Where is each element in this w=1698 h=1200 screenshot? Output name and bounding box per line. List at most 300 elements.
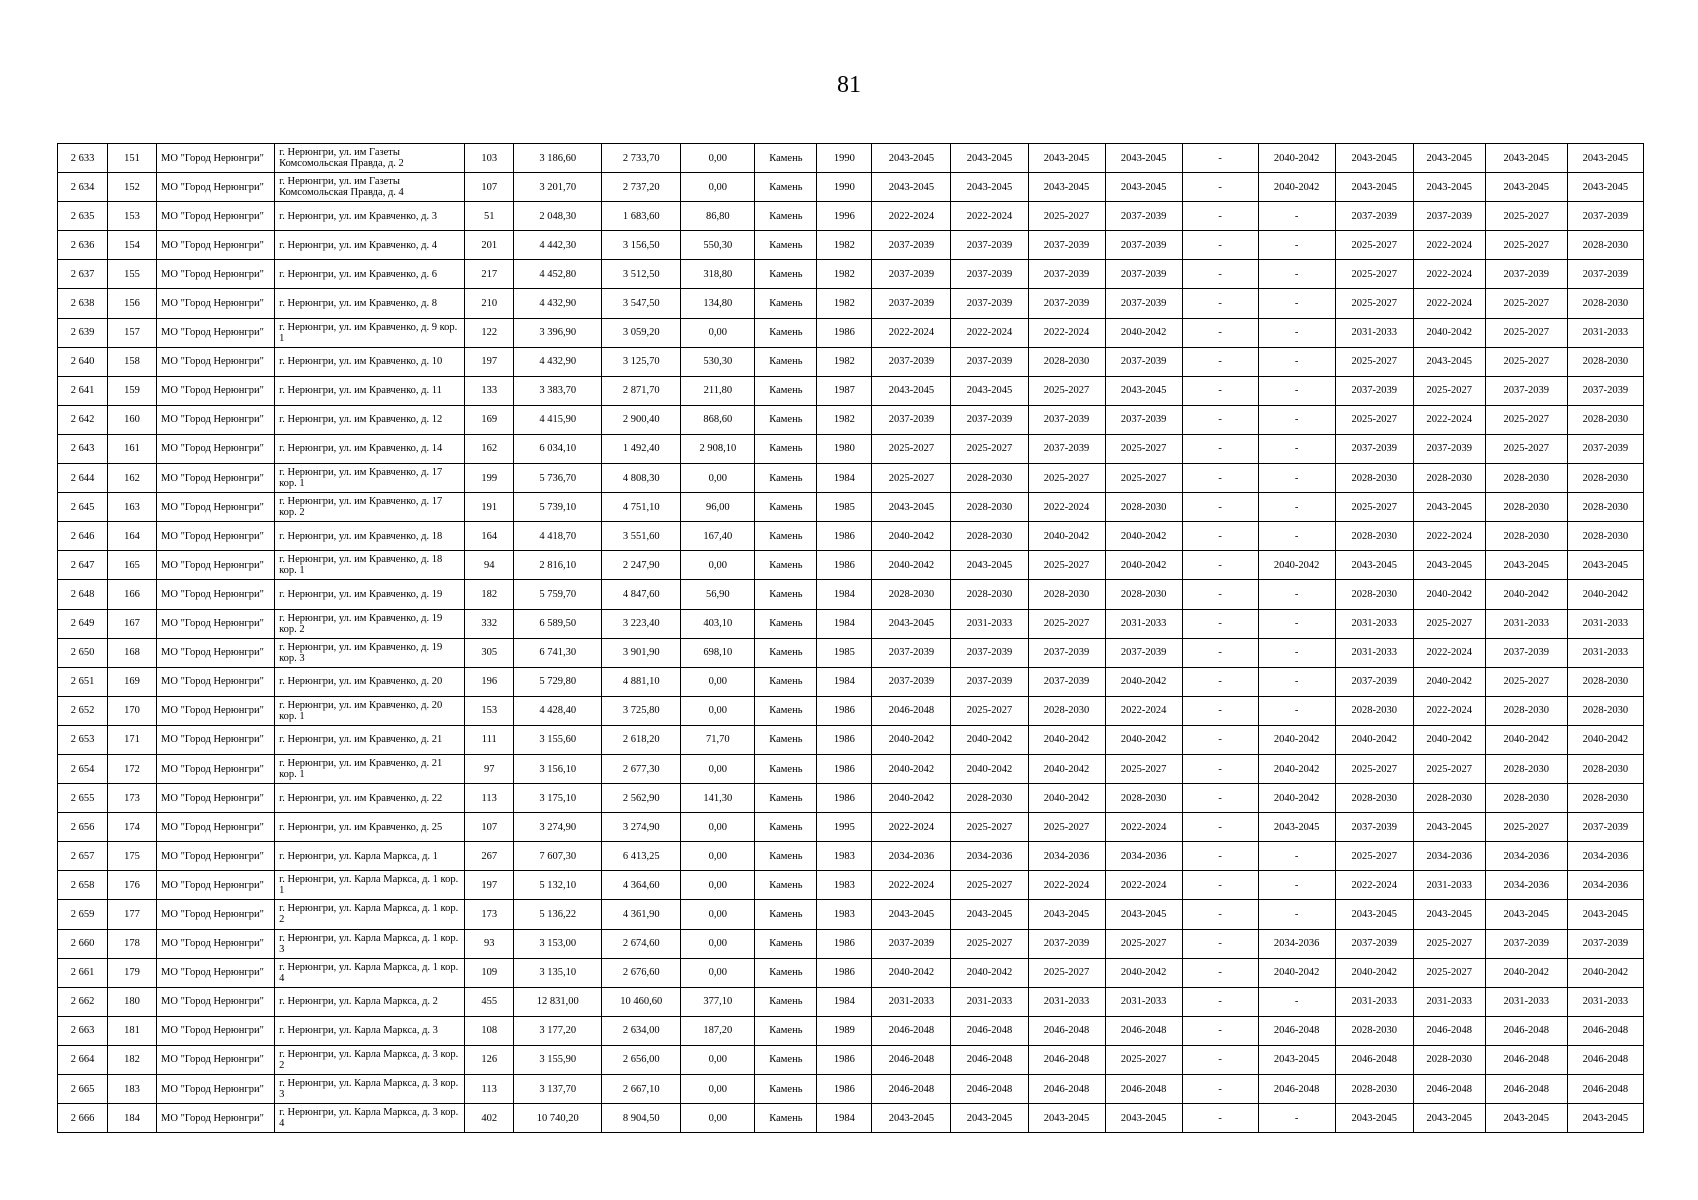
table-cell: 3 396,90: [514, 318, 602, 347]
table-cell: 2046-2048: [1485, 1045, 1567, 1074]
table-cell: 2 048,30: [514, 202, 602, 231]
table-cell: 1986: [817, 784, 872, 813]
table-cell: 1989: [817, 1016, 872, 1045]
table-cell: 267: [465, 842, 514, 871]
table-cell: 103: [465, 144, 514, 173]
table-cell: -: [1182, 493, 1258, 522]
table-cell: 2043-2045: [1335, 173, 1413, 202]
table-cell: 2043-2045: [951, 551, 1028, 580]
table-cell: Камень: [755, 376, 817, 405]
table-cell: -: [1258, 900, 1335, 929]
table-cell: г. Нерюнгри, ул. им Кравченко, д. 21 кор. 1: [275, 754, 465, 783]
table-cell: -: [1182, 376, 1258, 405]
table-cell: 2025-2027: [1485, 289, 1567, 318]
table-cell: -: [1182, 551, 1258, 580]
table-cell: 2025-2027: [1485, 434, 1567, 463]
table-cell: г. Нерюнгри, ул. им Кравченко, д. 19 кор. 2: [275, 609, 465, 638]
table-cell: 2046-2048: [872, 1016, 951, 1045]
table-cell: 2028-2030: [951, 522, 1028, 551]
table-cell: 2043-2045: [1485, 144, 1567, 173]
table-cell: 2025-2027: [1485, 202, 1567, 231]
table-cell: 2043-2045: [1413, 551, 1485, 580]
table-cell: Камень: [755, 958, 817, 987]
table-cell: 2037-2039: [1567, 260, 1643, 289]
table-cell: г. Нерюнгри, ул. им Кравченко, д. 9 кор. 1: [275, 318, 465, 347]
table-cell: 1986: [817, 754, 872, 783]
table-cell: 2037-2039: [1567, 376, 1643, 405]
table-cell: 4 364,60: [602, 871, 681, 900]
table-cell: 2022-2024: [1413, 522, 1485, 551]
table-row: [58, 405, 1644, 434]
table-cell: 169: [108, 667, 157, 696]
table-cell: 2025-2027: [951, 929, 1028, 958]
table-cell: г. Нерюнгри, ул. им Кравченко, д. 18 кор. 1: [275, 551, 465, 580]
table-cell: 1984: [817, 1104, 872, 1133]
table-cell: 2040-2042: [1258, 144, 1335, 173]
table-cell: 1983: [817, 900, 872, 929]
table-cell: 2 636: [58, 231, 108, 260]
table-cell: 5 759,70: [514, 580, 602, 609]
table-cell: -: [1182, 347, 1258, 376]
table-cell: 2046-2048: [1028, 1016, 1105, 1045]
table-cell: 2 635: [58, 202, 108, 231]
table-cell: 94: [465, 551, 514, 580]
table-cell: 2028-2030: [1567, 522, 1643, 551]
table-cell: 111: [465, 725, 514, 754]
table-cell: 2025-2027: [1335, 347, 1413, 376]
table-cell: 2028-2030: [1413, 784, 1485, 813]
table-cell: 1995: [817, 813, 872, 842]
table-cell: 1985: [817, 638, 872, 667]
table-cell: 164: [108, 522, 157, 551]
table-cell: 2028-2030: [951, 784, 1028, 813]
table-cell: 174: [108, 813, 157, 842]
table-cell: 2037-2039: [1028, 289, 1105, 318]
table-cell: 2040-2042: [872, 522, 951, 551]
table-cell: 1986: [817, 725, 872, 754]
table-cell: 2025-2027: [1105, 1045, 1182, 1074]
table-row: [58, 376, 1644, 405]
table-cell: 2043-2045: [1258, 813, 1335, 842]
table-cell: 2025-2027: [1335, 754, 1413, 783]
table-cell: 2 674,60: [602, 929, 681, 958]
table-cell: 2037-2039: [1567, 813, 1643, 842]
table-cell: МО "Город Нерюнгри": [157, 231, 275, 260]
table-cell: 1982: [817, 231, 872, 260]
table-cell: Камень: [755, 638, 817, 667]
table-cell: 2034-2036: [1105, 842, 1182, 871]
table-cell: 2028-2030: [1028, 347, 1105, 376]
table-body: [58, 144, 1644, 1133]
table-cell: 2037-2039: [1105, 405, 1182, 434]
table-cell: -: [1258, 987, 1335, 1016]
table-cell: 1 492,40: [602, 434, 681, 463]
table-cell: -: [1182, 871, 1258, 900]
table-cell: 2031-2033: [1335, 609, 1413, 638]
table-cell: -: [1258, 231, 1335, 260]
table-cell: МО "Город Нерюнгри": [157, 405, 275, 434]
table-cell: 2028-2030: [1485, 522, 1567, 551]
table-cell: 2025-2027: [1485, 813, 1567, 842]
table-cell: 1982: [817, 260, 872, 289]
table-cell: 3 177,20: [514, 1016, 602, 1045]
table-cell: 1986: [817, 696, 872, 725]
table-cell: 2028-2030: [1567, 667, 1643, 696]
table-cell: 0,00: [681, 173, 755, 202]
table-cell: -: [1258, 347, 1335, 376]
table-cell: 2025-2027: [1485, 667, 1567, 696]
table-cell: -: [1258, 376, 1335, 405]
table-cell: 2025-2027: [1028, 813, 1105, 842]
table-cell: 97: [465, 754, 514, 783]
table-cell: МО "Город Нерюнгри": [157, 144, 275, 173]
table-cell: 93: [465, 929, 514, 958]
table-cell: Камень: [755, 318, 817, 347]
table-cell: 2037-2039: [1028, 434, 1105, 463]
table-cell: 197: [465, 347, 514, 376]
table-cell: 2 662: [58, 987, 108, 1016]
table-cell: Камень: [755, 987, 817, 1016]
table-cell: 2 634: [58, 173, 108, 202]
table-cell: 0,00: [681, 464, 755, 493]
table-cell: Камень: [755, 522, 817, 551]
table-cell: 2031-2033: [1413, 871, 1485, 900]
table-cell: -: [1182, 580, 1258, 609]
table-cell: 2037-2039: [951, 667, 1028, 696]
table-cell: 2043-2045: [1105, 900, 1182, 929]
table-cell: 2 667,10: [602, 1075, 681, 1104]
table-cell: 2028-2030: [1028, 696, 1105, 725]
table-cell: 2043-2045: [1485, 1104, 1567, 1133]
table-cell: 868,60: [681, 405, 755, 434]
table-cell: 107: [465, 173, 514, 202]
table-cell: Камень: [755, 260, 817, 289]
table-cell: 0,00: [681, 667, 755, 696]
table-cell: 2025-2027: [1413, 609, 1485, 638]
table-cell: 183: [108, 1075, 157, 1104]
table-cell: 2034-2036: [872, 842, 951, 871]
table-row: [58, 987, 1644, 1016]
table-cell: 2031-2033: [1413, 987, 1485, 1016]
table-cell: 2040-2042: [872, 784, 951, 813]
table-cell: 1982: [817, 347, 872, 376]
table-cell: 2037-2039: [1567, 929, 1643, 958]
table-cell: 2028-2030: [1335, 580, 1413, 609]
table-cell: 305: [465, 638, 514, 667]
table-cell: Камень: [755, 580, 817, 609]
table-cell: 3 383,70: [514, 376, 602, 405]
table-cell: 2046-2048: [1258, 1016, 1335, 1045]
table-cell: г. Нерюнгри, ул. Карла Маркса, д. 3 кор. 4: [275, 1104, 465, 1133]
table-cell: 1982: [817, 289, 872, 318]
table-cell: 2028-2030: [1485, 464, 1567, 493]
table-cell: 2043-2045: [951, 144, 1028, 173]
table-cell: 2043-2045: [1105, 376, 1182, 405]
table-cell: -: [1258, 405, 1335, 434]
table-cell: 2046-2048: [951, 1045, 1028, 1074]
table-cell: 2025-2027: [1485, 318, 1567, 347]
table-cell: 107: [465, 813, 514, 842]
table-cell: 2037-2039: [1335, 813, 1413, 842]
table-cell: 2040-2042: [872, 551, 951, 580]
table-cell: 2025-2027: [1335, 405, 1413, 434]
table-cell: 2 644: [58, 464, 108, 493]
table-row: [58, 260, 1644, 289]
table-cell: 2028-2030: [1485, 784, 1567, 813]
table-cell: 2040-2042: [951, 958, 1028, 987]
table-cell: 2040-2042: [1485, 580, 1567, 609]
table-cell: МО "Город Нерюнгри": [157, 522, 275, 551]
table-cell: 2028-2030: [951, 464, 1028, 493]
table-cell: Камень: [755, 1104, 817, 1133]
table-cell: г. Нерюнгри, ул. им Кравченко, д. 21: [275, 725, 465, 754]
table-cell: Камень: [755, 929, 817, 958]
table-cell: 2037-2039: [951, 231, 1028, 260]
table-cell: 3 153,00: [514, 929, 602, 958]
table-cell: 2 677,30: [602, 754, 681, 783]
table-cell: 2025-2027: [1028, 464, 1105, 493]
table-cell: 2025-2027: [1335, 289, 1413, 318]
table-cell: 2043-2045: [1413, 900, 1485, 929]
table-cell: г. Нерюнгри, ул. им Кравченко, д. 4: [275, 231, 465, 260]
table-cell: 1990: [817, 144, 872, 173]
table-cell: МО "Город Нерюнгри": [157, 842, 275, 871]
table-cell: 2040-2042: [1567, 725, 1643, 754]
table-cell: 2 648: [58, 580, 108, 609]
table-cell: Камень: [755, 1075, 817, 1104]
table-cell: 2037-2039: [951, 260, 1028, 289]
table-cell: Камень: [755, 784, 817, 813]
table-cell: 2037-2039: [1028, 667, 1105, 696]
table-cell: 2040-2042: [1105, 551, 1182, 580]
table-cell: 2043-2045: [872, 144, 951, 173]
table-cell: 3 059,20: [602, 318, 681, 347]
table-cell: 1982: [817, 405, 872, 434]
table-cell: -: [1182, 1075, 1258, 1104]
table-row: [58, 929, 1644, 958]
table-cell: 1984: [817, 667, 872, 696]
table-cell: 5 132,10: [514, 871, 602, 900]
table-cell: 2040-2042: [1413, 580, 1485, 609]
table-cell: -: [1182, 522, 1258, 551]
table-cell: 0,00: [681, 144, 755, 173]
table-cell: 108: [465, 1016, 514, 1045]
table-cell: 182: [108, 1045, 157, 1074]
table-cell: 211,80: [681, 376, 755, 405]
table-cell: г. Нерюнгри, ул. Карла Маркса, д. 3: [275, 1016, 465, 1045]
table-cell: 181: [108, 1016, 157, 1045]
table-cell: 2028-2030: [1567, 231, 1643, 260]
table-cell: 2043-2045: [1567, 1104, 1643, 1133]
table-cell: Камень: [755, 464, 817, 493]
table-cell: Камень: [755, 202, 817, 231]
table-cell: Камень: [755, 725, 817, 754]
table-cell: 2031-2033: [951, 987, 1028, 1016]
table-cell: -: [1182, 1016, 1258, 1045]
table-cell: 2037-2039: [872, 929, 951, 958]
table-cell: -: [1182, 842, 1258, 871]
table-cell: 175: [108, 842, 157, 871]
table-cell: -: [1258, 842, 1335, 871]
table-cell: 2037-2039: [872, 260, 951, 289]
table-cell: 167,40: [681, 522, 755, 551]
table-row: [58, 173, 1644, 202]
table-cell: 2031-2033: [1335, 318, 1413, 347]
table-cell: 2043-2045: [1485, 551, 1567, 580]
table-cell: 2031-2033: [1105, 987, 1182, 1016]
table-cell: 2040-2042: [1567, 580, 1643, 609]
table-cell: 2043-2045: [1413, 347, 1485, 376]
table-cell: 170: [108, 696, 157, 725]
table-cell: 2028-2030: [1105, 580, 1182, 609]
table-cell: 2037-2039: [872, 405, 951, 434]
table-cell: 2025-2027: [1413, 754, 1485, 783]
table-cell: МО "Город Нерюнгри": [157, 260, 275, 289]
table-cell: 2037-2039: [1028, 638, 1105, 667]
table-cell: 2037-2039: [1105, 202, 1182, 231]
table-cell: 2022-2024: [1105, 696, 1182, 725]
table-cell: 0,00: [681, 1045, 755, 1074]
table-cell: 2031-2033: [1567, 318, 1643, 347]
table-cell: 2 645: [58, 493, 108, 522]
table-cell: 2028-2030: [1567, 405, 1643, 434]
table-cell: 2031-2033: [1567, 987, 1643, 1016]
table-cell: -: [1258, 493, 1335, 522]
table-cell: 113: [465, 784, 514, 813]
table-cell: МО "Город Нерюнгри": [157, 289, 275, 318]
table-cell: 2037-2039: [951, 347, 1028, 376]
table-cell: 698,10: [681, 638, 755, 667]
table-cell: 171: [108, 725, 157, 754]
table-cell: 2040-2042: [1258, 754, 1335, 783]
table-cell: 2025-2027: [872, 434, 951, 463]
table-cell: 5 739,10: [514, 493, 602, 522]
table-cell: 2 656,00: [602, 1045, 681, 1074]
table-cell: 2025-2027: [1485, 405, 1567, 434]
table-cell: 2037-2039: [872, 667, 951, 696]
table-cell: 2025-2027: [1335, 493, 1413, 522]
table-cell: -: [1182, 725, 1258, 754]
table-cell: 4 428,40: [514, 696, 602, 725]
table-row: [58, 434, 1644, 463]
table-cell: 1985: [817, 493, 872, 522]
table-cell: 2043-2045: [872, 609, 951, 638]
table-cell: -: [1258, 1104, 1335, 1133]
table-cell: 162: [465, 434, 514, 463]
table-cell: МО "Город Нерюнгри": [157, 987, 275, 1016]
table-cell: г. Нерюнгри, ул. им Кравченко, д. 19 кор. 3: [275, 638, 465, 667]
table-cell: г. Нерюнгри, ул. им Кравченко, д. 20: [275, 667, 465, 696]
table-cell: 0,00: [681, 929, 755, 958]
table-cell: 3 201,70: [514, 173, 602, 202]
table-cell: Камень: [755, 609, 817, 638]
table-cell: 2043-2045: [1028, 173, 1105, 202]
table-cell: г. Нерюнгри, ул. им Кравченко, д. 11: [275, 376, 465, 405]
table-cell: 2025-2027: [1028, 202, 1105, 231]
table-cell: 0,00: [681, 842, 755, 871]
table-cell: 3 725,80: [602, 696, 681, 725]
table-cell: 153: [465, 696, 514, 725]
table-cell: 8 904,50: [602, 1104, 681, 1133]
table-cell: 5 736,70: [514, 464, 602, 493]
table-cell: 2028-2030: [1335, 1016, 1413, 1045]
table-cell: 2028-2030: [872, 580, 951, 609]
table-cell: 3 551,60: [602, 522, 681, 551]
table-cell: -: [1182, 464, 1258, 493]
table-cell: 141,30: [681, 784, 755, 813]
table-cell: 2031-2033: [1567, 609, 1643, 638]
table-cell: 1990: [817, 173, 872, 202]
table-cell: 6 413,25: [602, 842, 681, 871]
table-cell: Камень: [755, 900, 817, 929]
table-cell: 2043-2045: [1567, 551, 1643, 580]
table-cell: 2028-2030: [1567, 347, 1643, 376]
table-cell: 217: [465, 260, 514, 289]
table-cell: 2022-2024: [1335, 871, 1413, 900]
table-cell: 155: [108, 260, 157, 289]
table-cell: 2 640: [58, 347, 108, 376]
table-cell: -: [1182, 260, 1258, 289]
table-cell: 3 155,60: [514, 725, 602, 754]
table-cell: 2022-2024: [1028, 871, 1105, 900]
table-cell: 2043-2045: [951, 376, 1028, 405]
table-cell: Камень: [755, 289, 817, 318]
table-cell: 2037-2039: [1413, 434, 1485, 463]
table-cell: г. Нерюнгри, ул. им Кравченко, д. 14: [275, 434, 465, 463]
table-cell: 2040-2042: [1105, 725, 1182, 754]
table-cell: Камень: [755, 754, 817, 783]
table-cell: 2046-2048: [1413, 1016, 1485, 1045]
table-cell: г. Нерюнгри, ул. Карла Маркса, д. 2: [275, 987, 465, 1016]
table-cell: 2040-2042: [1105, 522, 1182, 551]
table-cell: 2046-2048: [872, 1045, 951, 1074]
table-cell: 184: [108, 1104, 157, 1133]
table-cell: 2040-2042: [951, 754, 1028, 783]
table-cell: 2 642: [58, 405, 108, 434]
table-cell: 1986: [817, 1075, 872, 1104]
table-cell: 96,00: [681, 493, 755, 522]
table-cell: 2043-2045: [872, 173, 951, 202]
table-cell: 2043-2045: [951, 900, 1028, 929]
table-cell: 167: [108, 609, 157, 638]
table-cell: 4 418,70: [514, 522, 602, 551]
table-cell: МО "Город Нерюнгри": [157, 464, 275, 493]
table-cell: 2046-2048: [1335, 1045, 1413, 1074]
table-cell: 2022-2024: [1105, 871, 1182, 900]
table-cell: 2025-2027: [951, 871, 1028, 900]
table-cell: -: [1182, 289, 1258, 318]
table-cell: 2 647: [58, 551, 108, 580]
table-cell: 2 816,10: [514, 551, 602, 580]
table-cell: МО "Город Нерюнгри": [157, 784, 275, 813]
table-cell: 2043-2045: [872, 1104, 951, 1133]
table-row: [58, 580, 1644, 609]
table-cell: 2037-2039: [1105, 231, 1182, 260]
table-cell: 1984: [817, 987, 872, 1016]
table-cell: 2037-2039: [872, 638, 951, 667]
table-cell: 0,00: [681, 871, 755, 900]
table-cell: 2022-2024: [951, 202, 1028, 231]
table-cell: 0,00: [681, 551, 755, 580]
table-cell: 5 729,80: [514, 667, 602, 696]
table-cell: 2043-2045: [1028, 144, 1105, 173]
table-cell: 4 452,80: [514, 260, 602, 289]
table-row: [58, 813, 1644, 842]
table-cell: 2 737,20: [602, 173, 681, 202]
table-cell: 156: [108, 289, 157, 318]
table-cell: 2 643: [58, 434, 108, 463]
table-row: [58, 667, 1644, 696]
